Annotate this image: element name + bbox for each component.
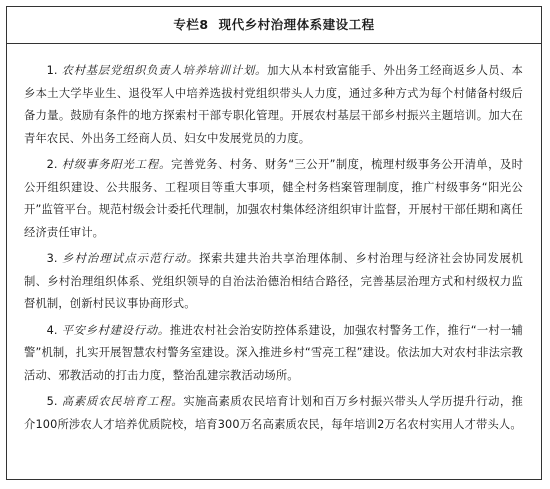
item-paragraph-5 — [24, 391, 523, 436]
item-title: 农村基层党组织负责人培养培训计划。 — [61, 64, 268, 77]
item-paragraph-4 — [24, 320, 523, 388]
item-number: 3. — [46, 252, 58, 265]
item-text: 加大从本村致富能手、外出务工经商返乡人员、本乡本土大学毕业生、退役军人中培养选拔村党组织带头人力度，通过多种方式为每个村储备村级后备力量。鼓励有条件的地方探索村干部专职化管理。开展农村基层干部乡村振兴主题培训。加大在青年农民、外出务工经商人员、妇女中发展党员的力度。 — [24, 64, 523, 145]
item-paragraph-2 — [24, 154, 523, 244]
item-text: 实施高素质农民培育计划和百万乡村振兴带头人学历提升行动，推介100所涉农人才培养优质院校，培育300万名高素质农民，每年培训2万名农村实用人才带头人。 — [24, 395, 523, 431]
item-number: 1. — [46, 64, 58, 77]
item-title: 高素质农民培育工程。 — [61, 395, 184, 408]
item-paragraph-3 — [24, 248, 523, 316]
item-text: 探索共建共治共享治理体制、乡村治理与经济社会协同发展机制、乡村治理组织体系、党组织领导的自治法治德治相结合路径，完善基层治理方式和村级权力监督机制，创新村民议事协商形式。 — [24, 252, 523, 310]
item-text: 完善党务、村务、财务“三公开”制度，梳理村级事务公开清单，及时公开组织建设、公共服务、工程项目等重大事项，健全村务档案管理制度，推广村级事务“阳光公开”监管平台。规范村级会计委托代理制，加强农村集体经济组织审计监督，开展村干部任期和离任经济责任审计。 — [24, 158, 524, 239]
item-number: 5. — [46, 395, 58, 408]
column-title: 现代乡村治理体系建设工程 — [218, 17, 375, 32]
item-title: 平安乡村建设行动。 — [61, 323, 170, 337]
column-header — [7, 7, 541, 44]
column-box — [6, 6, 542, 480]
item-title: 乡村治理试点示范行动。 — [62, 252, 200, 265]
item-text: 推进农村社会治安防控体系建设，加强农村警务工作，推行“一村一辅警”机制，扎实开展智慧农村警务室建设。深入推进乡村“雪亮工程”建设。依法加大对农村非法宗教活动、邪教活动的打击力度，整治乱建宗教活动场所。 — [24, 323, 523, 382]
item-number: 4. — [46, 323, 58, 337]
column-number: 专栏8 — [173, 17, 209, 32]
column-body — [7, 44, 541, 436]
item-paragraph-1 — [24, 60, 523, 150]
item-number: 2. — [46, 158, 58, 171]
item-title: 村级事务阳光工程。 — [61, 158, 172, 171]
